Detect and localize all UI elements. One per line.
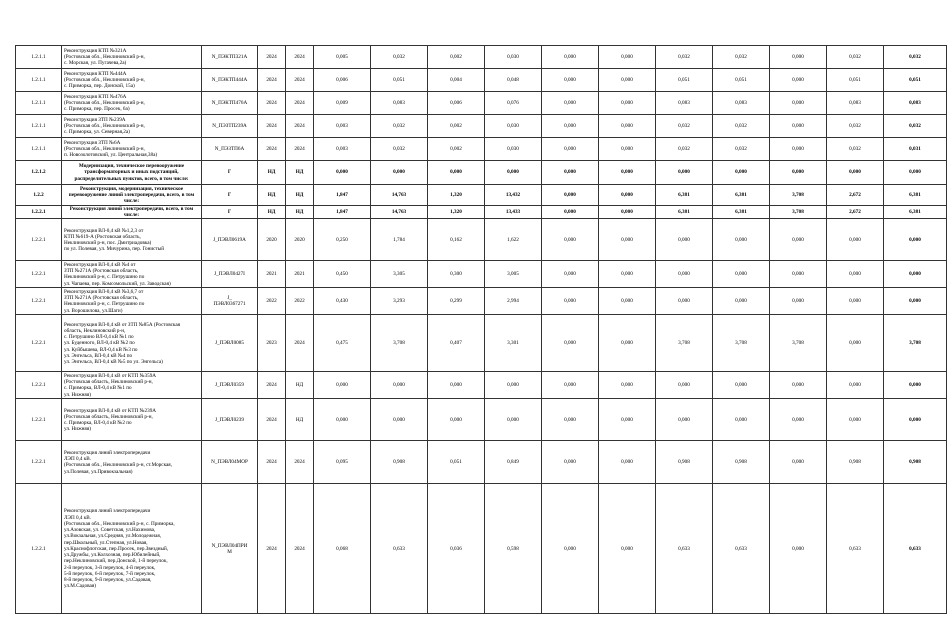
value-cell: 0,003	[314, 115, 371, 138]
start-year: 2024	[258, 69, 286, 92]
value-cell: 0,000	[599, 161, 656, 185]
end-year: 2024	[286, 92, 314, 115]
value-cell: 0,000	[599, 441, 656, 484]
table-row	[16, 219, 947, 261]
value-cell: 0,051	[656, 69, 713, 92]
value-cell: 0,000	[599, 399, 656, 441]
value-cell: 0,000	[542, 315, 599, 372]
value-cell: 0,083	[827, 92, 884, 115]
row-number: 1.2.2.1	[16, 288, 62, 315]
start-year: НД	[258, 161, 286, 185]
value-cell: 0,000	[827, 315, 884, 372]
value-cell: 0,000	[770, 46, 827, 69]
project-name: Реконструкция ВЛ-0,4 кВ от КТП №239А (Ростовская область, Неклиновский р-н, с. Приморка, ВЛ-0,4 кВ №2 по ул. Нижняя)	[62, 399, 202, 441]
value-cell: 3,293	[371, 288, 428, 315]
value-cell: 0,032	[656, 46, 713, 69]
start-year: 2024	[258, 399, 286, 441]
start-year: 2023	[258, 315, 286, 372]
value-cell: 0,000	[542, 185, 599, 206]
value-cell: 0,000	[770, 399, 827, 441]
project-code: J_ПЭВЛ0239	[202, 399, 258, 441]
value-cell: 0,030	[485, 115, 542, 138]
value-cell: 0,450	[314, 261, 371, 288]
value-cell: 0,430	[314, 288, 371, 315]
end-year: 2020	[286, 219, 314, 261]
value-cell: 0,095	[314, 441, 371, 484]
value-cell: 0,633	[827, 484, 884, 614]
value-cell: 3,301	[485, 315, 542, 372]
value-cell: 14,763	[371, 185, 428, 206]
value-cell: 0,000	[428, 161, 485, 185]
value-cell: 0,000	[314, 372, 371, 399]
value-cell: 0,000	[713, 219, 770, 261]
value-cell: 0,000	[770, 261, 827, 288]
value-cell: 0,000	[770, 92, 827, 115]
value-cell: 2,672	[827, 185, 884, 206]
value-cell: 0,000	[599, 138, 656, 161]
total-value: 0,000	[884, 372, 947, 399]
project-code: Г	[202, 161, 258, 185]
value-cell: 0,000	[770, 484, 827, 614]
project-name: Реконструкция линий электропередачи ЛЭП 0,4 кВ. (Ростовская обл., Неклиновский р-н, ст.Морская, ул.Полевая, ул.Привокзальная)	[62, 441, 202, 484]
value-cell: 6,381	[713, 206, 770, 219]
value-cell: 0,000	[599, 261, 656, 288]
project-name: Реконструкция ВЛ-0,4 кВ от КТП №359А (Ростовская область, Неклиновский р-н, с. Приморка, ВЛ-0,4 кВ №1 по ул. Нижняя)	[62, 372, 202, 399]
project-name: Реконструкция ВЛ-0,4 кВ №1,2,3 от КТП №619-А (Ростовская область, Неклиновский р-н, пос. Дмитриадовка) по ул. Полевая, ул. Мичурина, пер. Гонистый	[62, 219, 202, 261]
value-cell: 0,036	[428, 484, 485, 614]
value-cell: 0,000	[599, 315, 656, 372]
value-cell: 0,005	[314, 46, 371, 69]
value-cell: 0,000	[371, 161, 428, 185]
start-year: НД	[258, 206, 286, 219]
project-code: N_ПЭЗТП239А	[202, 115, 258, 138]
value-cell: 0,076	[485, 92, 542, 115]
value-cell: 0,003	[314, 138, 371, 161]
row-number: 1.2.1.1	[16, 92, 62, 115]
value-cell: 0,000	[599, 46, 656, 69]
start-year: 2021	[258, 261, 286, 288]
value-cell: 0,000	[827, 161, 884, 185]
value-cell: 3,005	[485, 261, 542, 288]
value-cell: 0,000	[713, 261, 770, 288]
project-code: Г	[202, 185, 258, 206]
total-value: 0,908	[884, 441, 947, 484]
value-cell: 0,051	[713, 69, 770, 92]
value-cell: 0,000	[542, 138, 599, 161]
start-year: 2024	[258, 484, 286, 614]
value-cell: 0,000	[656, 219, 713, 261]
table-row	[16, 185, 947, 206]
value-cell: 0,000	[542, 261, 599, 288]
project-name: Реконструкция КТП №321А (Ростовская обл., Неклиновский р-н, с. Морская, ул. Пугачева,2а)	[62, 46, 202, 69]
value-cell: 0,000	[542, 92, 599, 115]
table-row	[16, 261, 947, 288]
value-cell: 3,708	[371, 315, 428, 372]
value-cell: 0,032	[656, 115, 713, 138]
value-cell: 0,000	[770, 69, 827, 92]
value-cell: 0,162	[428, 219, 485, 261]
total-value: 3,708	[884, 315, 947, 372]
value-cell: 0,000	[599, 484, 656, 614]
end-year: 2024	[286, 69, 314, 92]
table-row	[16, 206, 947, 219]
start-year: 2024	[258, 46, 286, 69]
value-cell: 0,068	[314, 484, 371, 614]
project-name: Реконструкция КТП №476А (Ростовская обл., Неклиновский р-н, с. Приморка, пер. Просек, 6а)	[62, 92, 202, 115]
value-cell: 3,708	[656, 315, 713, 372]
end-year: НД	[286, 372, 314, 399]
value-cell: 13,432	[485, 185, 542, 206]
row-number: 1.2.1.1	[16, 69, 62, 92]
value-cell: 0,000	[542, 115, 599, 138]
value-cell: 0,000	[599, 185, 656, 206]
row-number: 1.2.2.1	[16, 399, 62, 441]
value-cell: 0,000	[485, 161, 542, 185]
value-cell: 0,000	[827, 288, 884, 315]
project-code: J_ПЭВЛ0427I	[202, 261, 258, 288]
project-name: Реконструкция, модернизация, техническое перевооружение линий электропередачи, всего, в том числе:	[62, 185, 202, 206]
value-cell: 0,908	[656, 441, 713, 484]
value-cell: 1,622	[485, 219, 542, 261]
start-year: НД	[258, 185, 286, 206]
start-year: 2020	[258, 219, 286, 261]
value-cell: 0,000	[770, 115, 827, 138]
row-number: 1.2.1.2	[16, 161, 62, 185]
value-cell: 3,708	[713, 315, 770, 372]
value-cell: 0,000	[542, 69, 599, 92]
value-cell: 0,000	[314, 161, 371, 185]
value-cell: 1,320	[428, 185, 485, 206]
value-cell: 0,032	[827, 46, 884, 69]
value-cell: 0,000	[542, 441, 599, 484]
end-year: 2024	[286, 484, 314, 614]
value-cell: 1,784	[371, 219, 428, 261]
table-row	[16, 399, 947, 441]
value-cell: 0,000	[599, 219, 656, 261]
end-year: НД	[286, 161, 314, 185]
value-cell: 6,381	[656, 185, 713, 206]
value-cell: 0,002	[428, 115, 485, 138]
end-year: НД	[286, 399, 314, 441]
end-year: 2024	[286, 441, 314, 484]
value-cell: 0,000	[485, 372, 542, 399]
row-number: 1.2.1.1	[16, 115, 62, 138]
value-cell: 0,004	[428, 69, 485, 92]
end-year: 2021	[286, 261, 314, 288]
value-cell: 0,000	[542, 46, 599, 69]
start-year: 2024	[258, 441, 286, 484]
value-cell: 0,000	[656, 399, 713, 441]
value-cell: 0,000	[827, 261, 884, 288]
project-code: N_ПЭКТП321А	[202, 46, 258, 69]
end-year: НД	[286, 185, 314, 206]
value-cell: 2,672	[827, 206, 884, 219]
total-value: 6,381	[884, 185, 947, 206]
table-row	[16, 138, 947, 161]
value-cell: 0,000	[656, 372, 713, 399]
total-value: 0,000	[884, 219, 947, 261]
value-cell: 0,000	[827, 372, 884, 399]
table-row	[16, 288, 947, 315]
value-cell: 0,299	[428, 288, 485, 315]
value-cell: 0,032	[827, 115, 884, 138]
project-code: J_ПЭВЛ0619А	[202, 219, 258, 261]
total-value: 0,083	[884, 92, 947, 115]
project-code: J_ ПЭВЛ0367271	[202, 288, 258, 315]
value-cell: 0,000	[599, 69, 656, 92]
end-year: 2024	[286, 315, 314, 372]
value-cell: 0,000	[656, 161, 713, 185]
value-cell: 13,433	[485, 206, 542, 219]
row-number: 1.2.2.1	[16, 315, 62, 372]
table-row	[16, 69, 947, 92]
value-cell: 6,381	[713, 185, 770, 206]
value-cell: 0,000	[314, 399, 371, 441]
value-cell: 0,000	[713, 288, 770, 315]
value-cell: 0,000	[770, 441, 827, 484]
value-cell: 0,032	[371, 138, 428, 161]
value-cell: 0,000	[542, 219, 599, 261]
table-row	[16, 372, 947, 399]
value-cell: 0,002	[428, 138, 485, 161]
value-cell: 0,300	[428, 261, 485, 288]
project-name: Реконструкция ЗТП №6А (Ростовская обл., Неклиновский р-н, п. Новозолотовский, ул. Центральная,38а)	[62, 138, 202, 161]
end-year: 2024	[286, 138, 314, 161]
project-name: Реконструкция ВЛ-0,4 кВ от ЗТП №85А (Ростовская область, Неклиновский р-н, с. Петрушино ВЛ-0,4 кВ №1 по ул. Буденного, ВЛ-0,4 кВ №2 по ул. Куйбышева, ВЛ-0,4 кВ №3 по ул. Энгельса, ВЛ-0,4 кВ №4 по ул. Энгельса, ВЛ-0,4 кВ №5 по ул. Энгельса)	[62, 315, 202, 372]
value-cell: 0,083	[371, 92, 428, 115]
table-row	[16, 484, 947, 614]
table-row	[16, 315, 947, 372]
value-cell: 0,000	[371, 372, 428, 399]
project-code: N_ПЭКТП444А	[202, 69, 258, 92]
total-value: 6,381	[884, 206, 947, 219]
total-value: 0,051	[884, 69, 947, 92]
end-year: 2022	[286, 288, 314, 315]
project-name: Реконструкция ВЛ-0,4 кВ №4 от ЗТП №271А (Ростовская область, Неклиновский р-н, с. Петрушино по ул. Чапаева, пер. Комсомольский, ул. Заводская)	[62, 261, 202, 288]
table-row	[16, 441, 947, 484]
start-year: 2024	[258, 115, 286, 138]
value-cell: 0,000	[827, 219, 884, 261]
start-year: 2024	[258, 138, 286, 161]
end-year: НД	[286, 206, 314, 219]
start-year: 2022	[258, 288, 286, 315]
table-row	[16, 92, 947, 115]
value-cell: 0,000	[827, 399, 884, 441]
value-cell: 0,000	[599, 206, 656, 219]
value-cell: 0,032	[713, 46, 770, 69]
value-cell: 0,598	[485, 484, 542, 614]
total-value: 0,000	[884, 288, 947, 315]
row-number: 1.2.2.1	[16, 206, 62, 219]
total-value: 0,633	[884, 484, 947, 614]
value-cell: 0,048	[485, 69, 542, 92]
value-cell: 0,000	[770, 288, 827, 315]
row-number: 1.2.2	[16, 185, 62, 206]
row-number: 1.2.2.1	[16, 484, 62, 614]
value-cell: 0,908	[827, 441, 884, 484]
value-cell: 14,763	[371, 206, 428, 219]
value-cell: 0,030	[485, 138, 542, 161]
value-cell: 0,032	[713, 138, 770, 161]
project-name: Модернизация, техническое перевооружение трансформаторных и иных подстанций, распределительных пунктов, всего, в том числе:	[62, 161, 202, 185]
value-cell: 0,633	[656, 484, 713, 614]
value-cell: 0,000	[542, 206, 599, 219]
value-cell: 0,000	[371, 399, 428, 441]
value-cell: 0,083	[656, 92, 713, 115]
project-name: Реконструкция ВЛ-0,4 кВ №3,6,7 от ЗТП №271А (Ростовская область, Неклиновский р-н, с. Петрушино по ул. Ворошилова, ул.Шаги)	[62, 288, 202, 315]
end-year: 2024	[286, 46, 314, 69]
value-cell: 0,032	[371, 115, 428, 138]
value-cell: 0,000	[542, 161, 599, 185]
value-cell: 0,000	[656, 261, 713, 288]
project-code: N_ПЭВЛ04МОР	[202, 441, 258, 484]
value-cell: 0,032	[827, 138, 884, 161]
value-cell: 1,320	[428, 206, 485, 219]
value-cell: 0,006	[428, 92, 485, 115]
project-code: N_ПЭВЛ04ПРИ М	[202, 484, 258, 614]
value-cell: 0,030	[485, 46, 542, 69]
value-cell: 3,708	[770, 206, 827, 219]
project-code: N_ПЭЗТП6А	[202, 138, 258, 161]
value-cell: 0,006	[314, 69, 371, 92]
value-cell: 0,051	[371, 69, 428, 92]
value-cell: 0,000	[599, 115, 656, 138]
row-number: 1.2.1.1	[16, 138, 62, 161]
value-cell: 0,475	[314, 315, 371, 372]
value-cell: 0,083	[713, 92, 770, 115]
project-code: Г	[202, 206, 258, 219]
start-year: 2024	[258, 92, 286, 115]
value-cell: 0,000	[770, 372, 827, 399]
value-cell: 2,994	[485, 288, 542, 315]
value-cell: 0,849	[485, 441, 542, 484]
value-cell: 0,000	[542, 484, 599, 614]
total-value: 0,000	[884, 161, 947, 185]
project-code: J_ПЭВЛ0359	[202, 372, 258, 399]
total-value: 0,032	[884, 46, 947, 69]
project-name: Реконструкция линий электропередачи ЛЭП 0,4 кВ. (Ростовская обл., Неклиновский р-н, с. Приморка, ул.Азовская, ул. Советская, ул.Нахимова, ул.Вокзальная, ул.Средняя, ул.Молодежная, пер.Школьный, ул.Степная, ул.Новая, ул.Краснофлотская, пер.Просек, пер.Звездный, ул.Дружбы, ул.Колхозная, пер.Юбилейный, пер.Неклиновский, пер.Донской, 1-й переулок, 2-й переулок, 3-й переулок, 4-й переулок, 5-й переулок, 6-й переулок, 7-й переулок, 8-й переулок, 9-й переулок, ул.Садовая, ул.М.Садовая)	[62, 484, 202, 614]
table-row	[16, 46, 947, 69]
row-number: 1.2.2.1	[16, 441, 62, 484]
value-cell: 0,002	[428, 46, 485, 69]
value-cell: 0,032	[656, 138, 713, 161]
value-cell: 3,708	[770, 185, 827, 206]
value-cell: 0,000	[485, 399, 542, 441]
project-name: Реконструкция линий электропередачи, всего, в том числе:	[62, 206, 202, 219]
value-cell: 0,633	[713, 484, 770, 614]
value-cell: 0,000	[428, 372, 485, 399]
value-cell: 0,000	[656, 288, 713, 315]
value-cell: 0,000	[542, 372, 599, 399]
value-cell: 0,000	[599, 372, 656, 399]
row-number: 1.2.1.1	[16, 46, 62, 69]
table-row	[16, 161, 947, 185]
value-cell: 0,032	[713, 115, 770, 138]
value-cell: 0,908	[713, 441, 770, 484]
value-cell: 0,908	[371, 441, 428, 484]
value-cell: 0,250	[314, 219, 371, 261]
value-cell: 0,000	[713, 161, 770, 185]
project-code: J_ПЭВЛ0085	[202, 315, 258, 372]
value-cell: 0,407	[428, 315, 485, 372]
value-cell: 0,633	[371, 484, 428, 614]
project-name: Реконструкция КТП №444А (Ростовская обл., Неклиновский р-н, с. Приморка, пер. Донской, 15а)	[62, 69, 202, 92]
investment-table	[15, 45, 947, 614]
row-number: 1.2.2.1	[16, 372, 62, 399]
project-name: Реконструкция ЗТП №239А (Ростовская обл., Неклиновский р-н, с. Приморка, ул. Северная,2а)	[62, 115, 202, 138]
value-cell: 3,305	[371, 261, 428, 288]
value-cell: 0,000	[428, 399, 485, 441]
total-value: 0,000	[884, 399, 947, 441]
value-cell: 0,000	[599, 92, 656, 115]
total-value: 0,032	[884, 115, 947, 138]
table-row	[16, 115, 947, 138]
value-cell: 0,000	[713, 372, 770, 399]
value-cell: 0,000	[713, 399, 770, 441]
value-cell: 0,000	[599, 288, 656, 315]
value-cell: 0,000	[770, 138, 827, 161]
total-value: 0,031	[884, 138, 947, 161]
value-cell: 1,847	[314, 185, 371, 206]
value-cell: 0,051	[827, 69, 884, 92]
project-code: N_ПЭКТП476А	[202, 92, 258, 115]
value-cell: 6,381	[656, 206, 713, 219]
value-cell: 1,847	[314, 206, 371, 219]
value-cell: 0,000	[542, 288, 599, 315]
row-number: 1.2.2.1	[16, 261, 62, 288]
value-cell: 0,000	[770, 161, 827, 185]
start-year: 2024	[258, 372, 286, 399]
value-cell: 0,032	[371, 46, 428, 69]
end-year: 2024	[286, 115, 314, 138]
value-cell: 0,000	[542, 399, 599, 441]
value-cell: 3,708	[770, 315, 827, 372]
value-cell: 0,000	[770, 219, 827, 261]
total-value: 0,000	[884, 261, 947, 288]
row-number: 1.2.2.1	[16, 219, 62, 261]
value-cell: 0,009	[314, 92, 371, 115]
value-cell: 0,051	[428, 441, 485, 484]
